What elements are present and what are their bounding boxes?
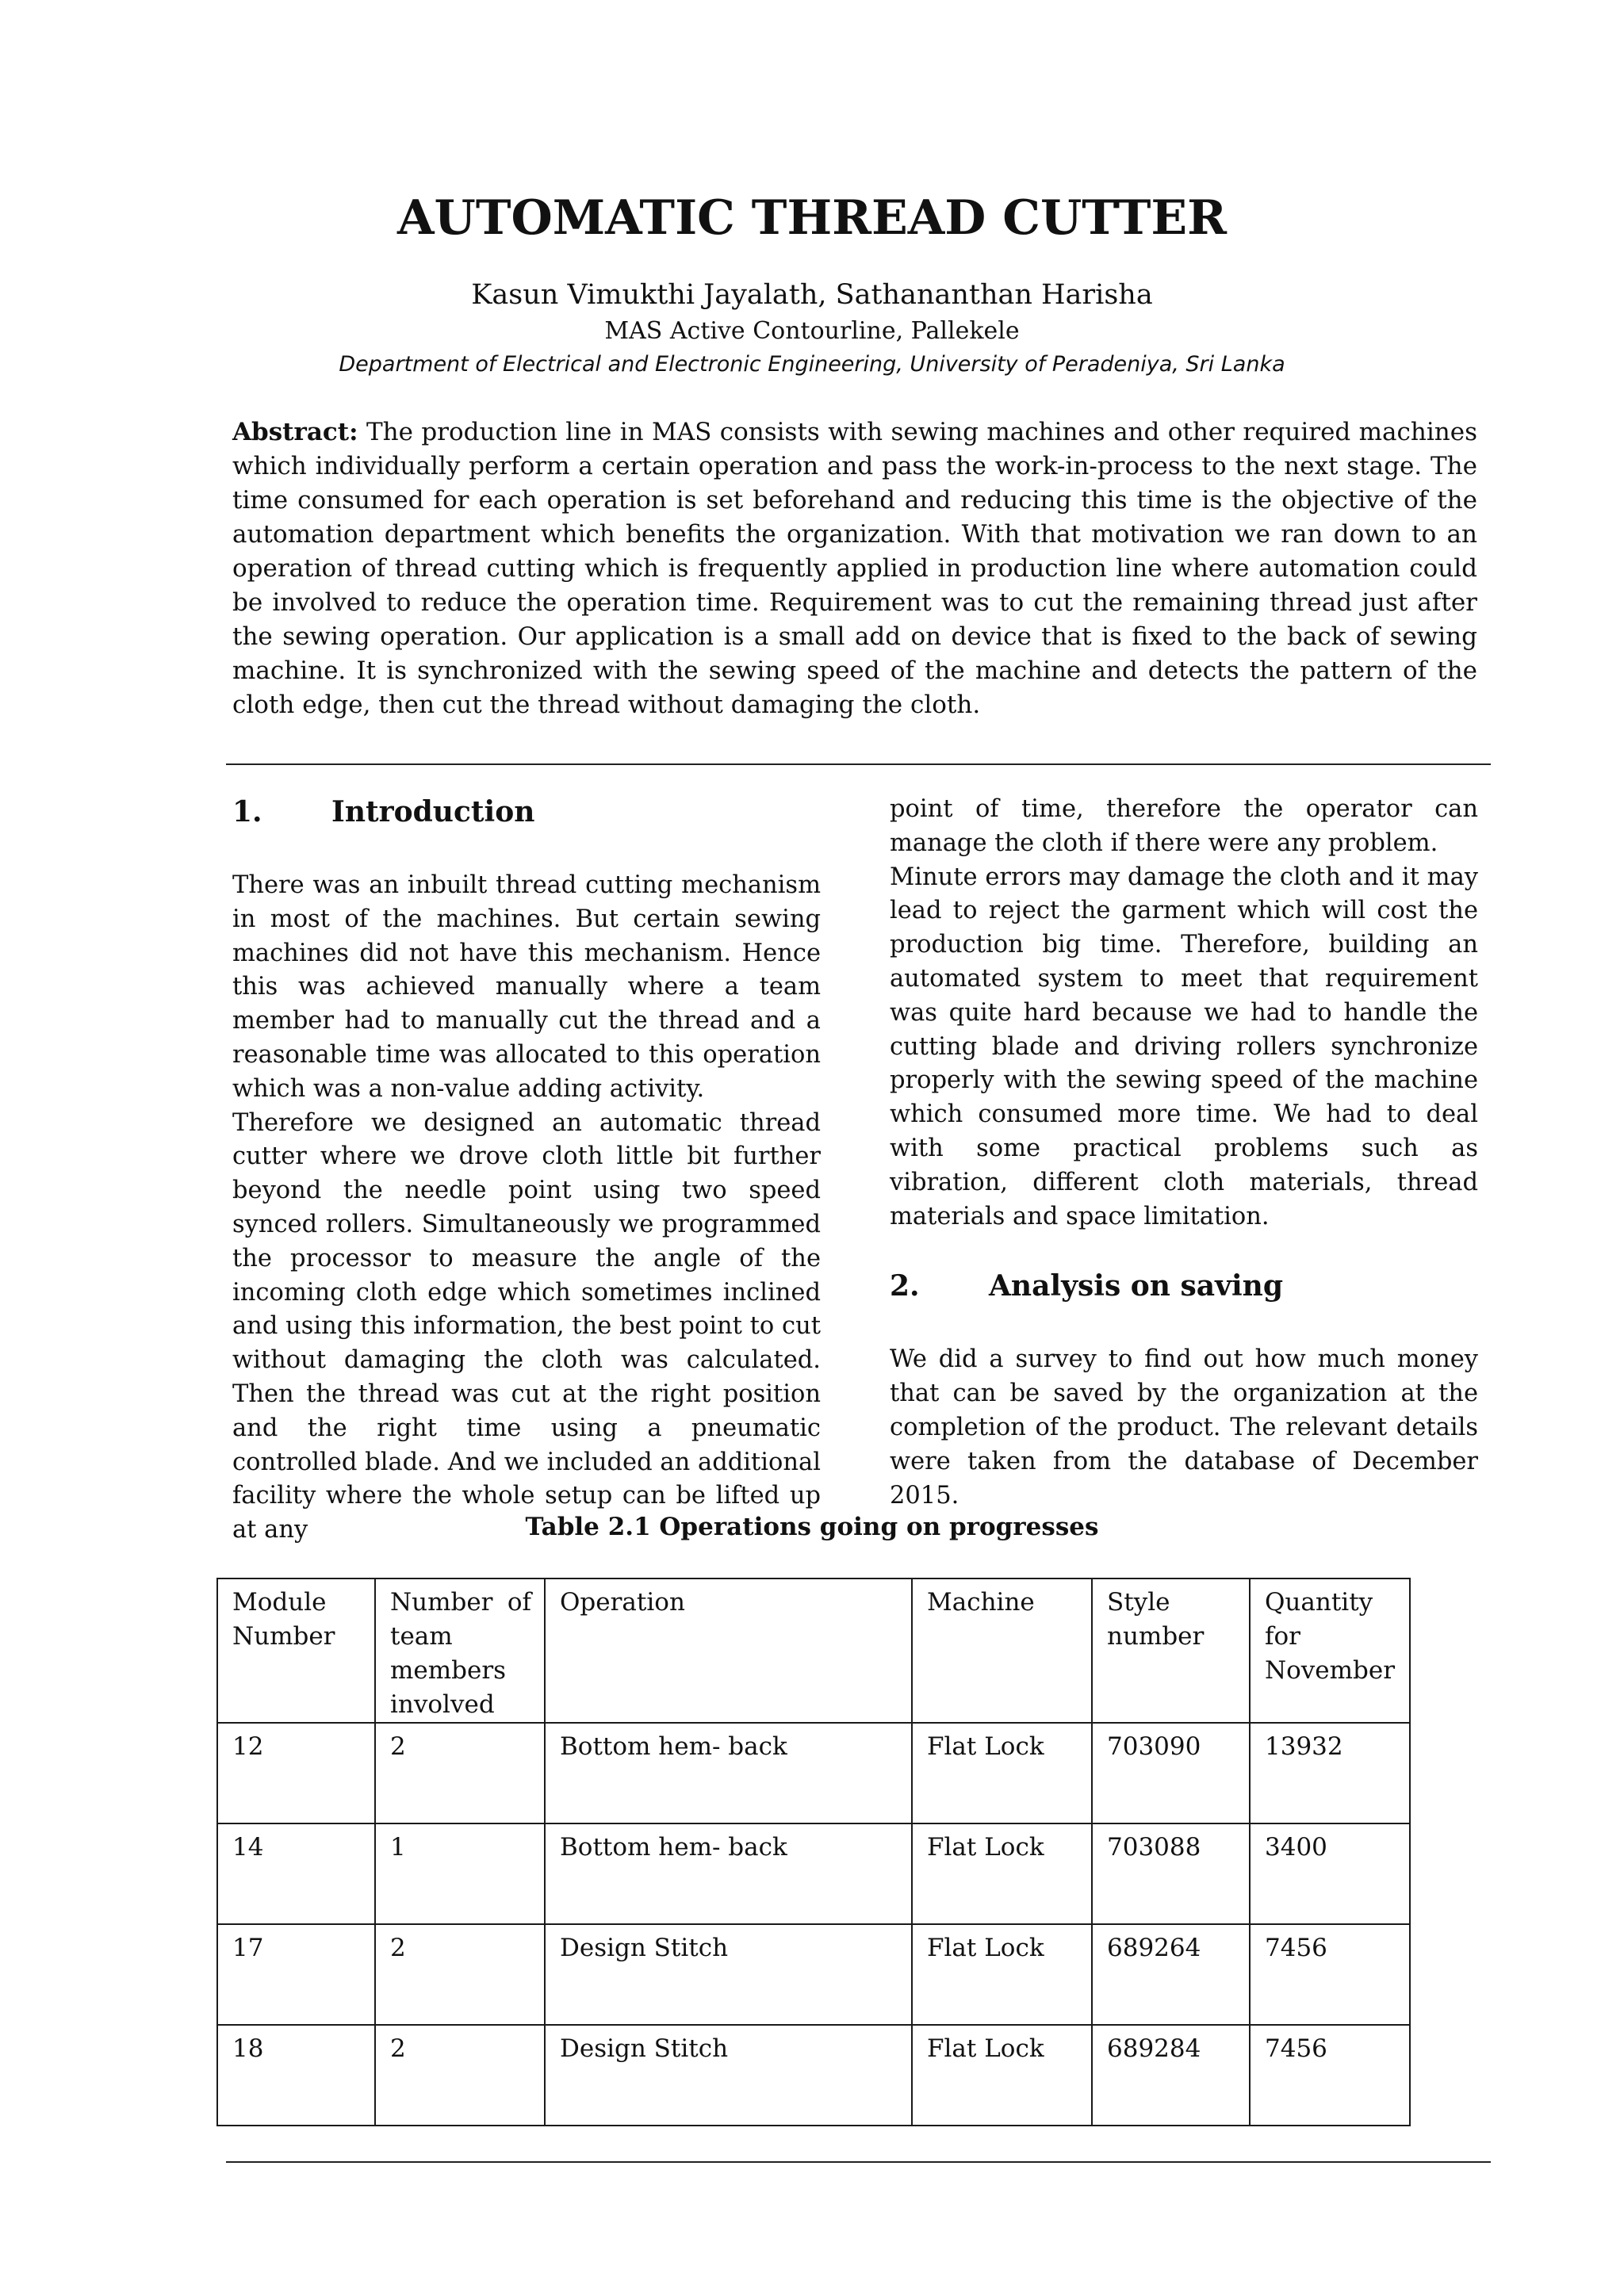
operations-table: [216, 1578, 1411, 2126]
table-cell: Bottom hem- back: [545, 1823, 912, 1924]
table-cell: 7456: [1250, 1924, 1410, 2025]
abstract-text: The production line in MAS consists with sewing machines and other required machines which individually perform a certain operation and pass the work-in-process to the next stage. The time consumed for each operation is set beforehand and reducing this time is the objective of the automation department which benefits the organization. With that motivation we ran down to an operation of thread cutting which is frequently applied in production line where automation could be involved to reduce the operation time. Requirement was to cut the remaining thread just after the sewing operation. Our application is a small add on device that is fixed to the back of sewing machine. It is synchronized with the sewing speed of the machine and detects the pattern of the cloth edge, then cut the thread without damaging the cloth.: [232, 418, 1477, 719]
table-cell: 7456: [1250, 2025, 1410, 2126]
table-cell: 2: [375, 1723, 545, 1823]
table-cell: Flat Lock: [912, 1823, 1092, 1924]
author-list: Kasun Vimukthi Jayalath, Sathananthan Harisha: [471, 279, 1153, 311]
section-divider: [226, 763, 1491, 765]
table-cell: Bottom hem- back: [545, 1723, 912, 1823]
column-header: Operation: [545, 1578, 912, 1723]
table-cell: 1: [375, 1823, 545, 1924]
column-header: Quantity for November: [1250, 1578, 1410, 1723]
table-cell: 689264: [1092, 1924, 1250, 2025]
paragraph: point of time, therefore the operator can manage the cloth if there were any problem.: [890, 795, 1478, 857]
section-heading-analysis: [890, 1267, 1478, 1305]
table-row: [217, 2025, 1410, 2126]
table-cell: Design Stitch: [545, 2025, 912, 2126]
section-number: 1.: [232, 795, 262, 828]
table-cell: 14: [217, 1823, 375, 1924]
paragraph: Minute errors may damage the cloth and it may lead to reject the garment which will cost the production big time. Therefore, building an automated system to meet that requirement was quite hard because we had to handle the cutting blade and driving rollers synchronize properly with the sewing speed of the machine which consumed more time. We had to deal with some practical problems such as vibration, different cloth materials, thread materials and space limitation.: [890, 863, 1478, 1230]
paragraph: There was an inbuilt thread cutting mechanism in most of the machines. But certain sewing machines did not have this mechanism. Hence this was achieved manually where a team member had to manually cut the thread and a reasonable time was allocated to this operation which was a non-value adding activity.: [232, 871, 821, 1103]
paragraph: Therefore we designed an automatic thread cutter where we drove cloth little bit further beyond the needle point using two speed synced rollers. Simultaneously we programmed the processor to measure the angle of the incoming cloth edge which sometimes inclined and using this information, the best point to cut without damaging the cloth was calculated. Then the thread was cut at the right position and the right time using a pneumatic controlled blade. And we included an additional facility where the whole setup can be lifted up at any: [232, 1108, 821, 1544]
section-number: 2.: [890, 1269, 920, 1303]
affiliation: MAS Active Contourline, Pallekele: [604, 317, 1020, 345]
table-row: [217, 1723, 1410, 1823]
paragraph: We did a survey to find out how much money that can be saved by the organization at the completion of the product. The relevant details were taken from the database of December 2015.: [890, 1345, 1478, 1510]
table-cell: 17: [217, 1924, 375, 2025]
column-left: [232, 793, 821, 1548]
table-cell: Design Stitch: [545, 1924, 912, 2025]
column-header: Number of team members involved: [375, 1578, 545, 1723]
table-row: [217, 1823, 1410, 1924]
paper-title: AUTOMATIC THREAD CUTTER: [396, 190, 1228, 246]
section-title: Introduction: [331, 795, 535, 828]
table-cell: 689284: [1092, 2025, 1250, 2126]
table-cell: Flat Lock: [912, 2025, 1092, 2126]
footer-divider: [226, 2161, 1491, 2163]
abstract-label: Abstract:: [232, 418, 358, 446]
column-right: [890, 793, 1478, 1513]
column-header: Module Number: [217, 1578, 375, 1723]
section-heading-introduction: [232, 793, 821, 831]
department: Department of Electrical and Electronic Engineering, University of Peradeniya, Sri Lanka: [339, 352, 1285, 377]
table-cell: 2: [375, 1924, 545, 2025]
column-header: Style number: [1092, 1578, 1250, 1723]
table-cell: 13932: [1250, 1723, 1410, 1823]
table-cell: 12: [217, 1723, 375, 1823]
table-header-row: [217, 1578, 1410, 1723]
table-caption: Table 2.1 Operations going on progresses: [525, 1513, 1099, 1541]
abstract: [232, 415, 1477, 722]
table-cell: 703088: [1092, 1823, 1250, 1924]
table-cell: 18: [217, 2025, 375, 2126]
column-header: Machine: [912, 1578, 1092, 1723]
section-title: Analysis on saving: [989, 1269, 1284, 1303]
table-cell: Flat Lock: [912, 1924, 1092, 2025]
table-cell: Flat Lock: [912, 1723, 1092, 1823]
table-cell: 2: [375, 2025, 545, 2126]
table-cell: 3400: [1250, 1823, 1410, 1924]
table-cell: 703090: [1092, 1723, 1250, 1823]
table-row: [217, 1924, 1410, 2025]
